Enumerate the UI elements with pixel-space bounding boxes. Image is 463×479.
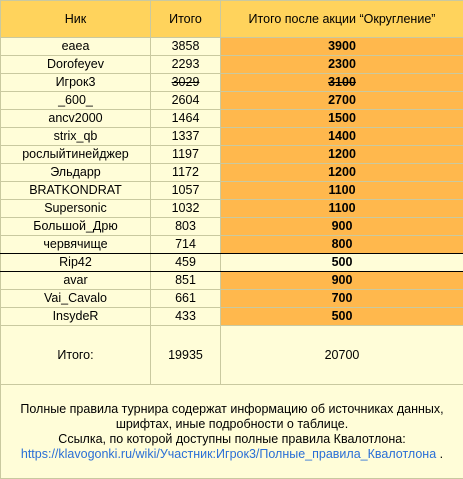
row-rounded: 2700 bbox=[221, 92, 463, 110]
row-rounded: 900 bbox=[221, 272, 463, 290]
header-total: Итого bbox=[151, 1, 221, 38]
total-row bbox=[1, 326, 463, 385]
row-rounded: 800 bbox=[221, 236, 463, 254]
total-sum: 19935 bbox=[151, 326, 221, 385]
total-label: Итого: bbox=[1, 326, 151, 385]
header-nick: Ник bbox=[1, 1, 151, 38]
row-rounded: 900 bbox=[221, 218, 463, 236]
row-nick: InsydeR bbox=[1, 308, 151, 326]
row-nick: _600_ bbox=[1, 92, 151, 110]
header-row bbox=[1, 1, 463, 38]
row-rounded: 1500 bbox=[221, 110, 463, 128]
row-nick: Vai_Cavalo bbox=[1, 290, 151, 308]
row-total: 714 bbox=[151, 236, 221, 254]
row-total: 803 bbox=[151, 218, 221, 236]
note-rules-text: Полные правила турнира содержат информацию об источниках данных, шрифтах, иные подробности о таблице. bbox=[20, 402, 443, 431]
row-total: 851 bbox=[151, 272, 221, 290]
row-total: 2604 bbox=[151, 92, 221, 110]
rules-link[interactable]: https://klavogonki.ru/wiki/Участник:Игрок3/Полные_правила_Квалотлона bbox=[21, 447, 436, 461]
row-total: 1464 bbox=[151, 110, 221, 128]
note-tail: . bbox=[440, 447, 443, 461]
row-rounded: 3100 bbox=[221, 74, 463, 92]
row-nick: Большой_Дрю bbox=[1, 218, 151, 236]
row-nick: Игрок3 bbox=[1, 74, 151, 92]
row-rounded: 1400 bbox=[221, 128, 463, 146]
row-nick: Supersonic bbox=[1, 200, 151, 218]
row-total: 3858 bbox=[151, 38, 221, 56]
row-total: 433 bbox=[151, 308, 221, 326]
row-rounded: 3900 bbox=[221, 38, 463, 56]
row-nick: Dorofeyev bbox=[1, 56, 151, 74]
header-rounded: Итого после акции “Округление” bbox=[221, 1, 463, 38]
total-rounded: 20700 bbox=[221, 326, 463, 385]
row-total: 3029 bbox=[151, 74, 221, 92]
row-rounded: 1200 bbox=[221, 164, 463, 182]
row-nick: рослыйтинейджер bbox=[1, 146, 151, 164]
row-rounded: 500 bbox=[221, 308, 463, 326]
row-rounded: 700 bbox=[221, 290, 463, 308]
row-nick: червячище bbox=[1, 236, 151, 254]
row-total: 459 bbox=[151, 254, 221, 272]
row-rounded: 1200 bbox=[221, 146, 463, 164]
row-rounded: 2300 bbox=[221, 56, 463, 74]
row-rounded: 1100 bbox=[221, 182, 463, 200]
row-nick: BRATKONDRAT bbox=[1, 182, 151, 200]
note-cell bbox=[1, 385, 463, 479]
row-total: 1057 bbox=[151, 182, 221, 200]
row-total: 2293 bbox=[151, 56, 221, 74]
note-row bbox=[1, 385, 463, 479]
row-total: 1337 bbox=[151, 128, 221, 146]
row-nick: strix_qb bbox=[1, 128, 151, 146]
row-rounded: 1100 bbox=[221, 200, 463, 218]
note-link-intro: Ссылка, по которой доступны полные правила Квалотлона: bbox=[58, 432, 405, 446]
row-nick: eaea bbox=[1, 38, 151, 56]
row-total: 1172 bbox=[151, 164, 221, 182]
row-nick: Эльдарр bbox=[1, 164, 151, 182]
row-total: 661 bbox=[151, 290, 221, 308]
row-nick: ancv2000 bbox=[1, 110, 151, 128]
row-rounded: 500 bbox=[221, 254, 463, 272]
row-total: 1197 bbox=[151, 146, 221, 164]
row-total: 1032 bbox=[151, 200, 221, 218]
row-nick: avar bbox=[1, 272, 151, 290]
row-nick: Rip42 bbox=[1, 254, 151, 272]
